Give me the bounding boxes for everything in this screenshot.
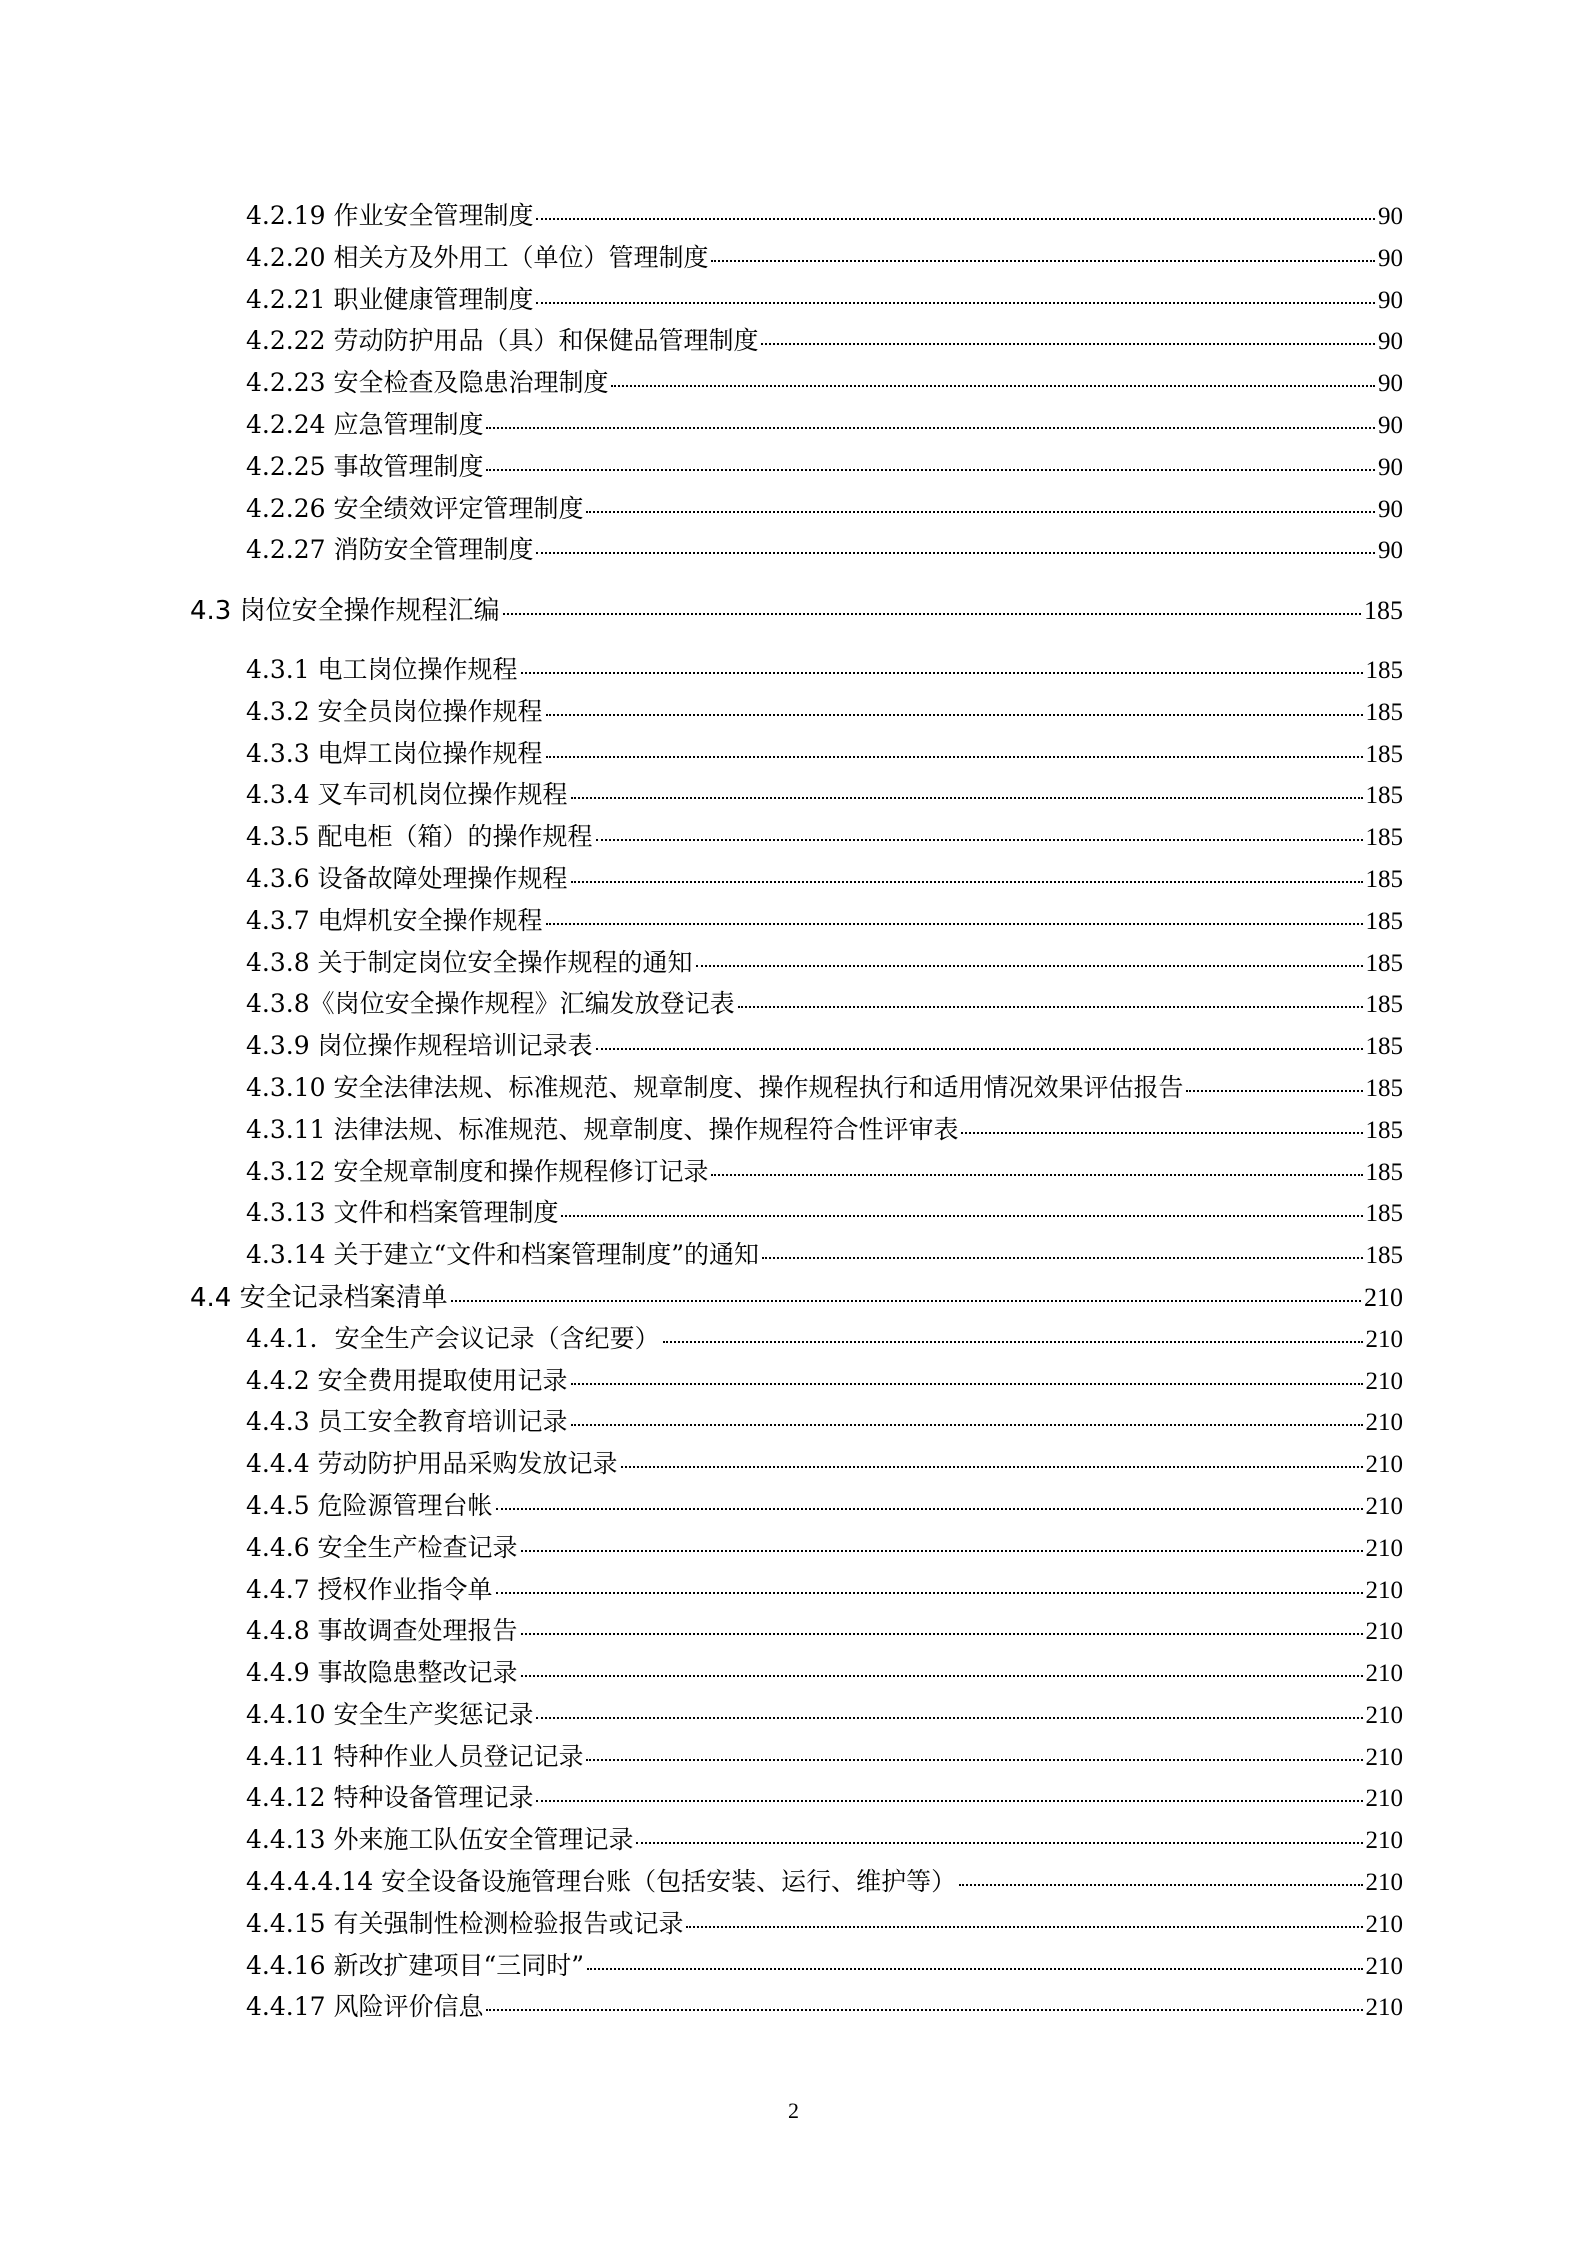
dot-leader [486,427,1375,429]
dot-leader [521,1550,1363,1552]
toc-entry-title: 4.2.27 消防安全管理制度 [246,535,534,565]
dot-leader [451,1300,1361,1302]
toc-entry[interactable] [0,530,1587,572]
toc-entry-title: 4.4.11 特种作业人员登记记录 [246,1741,584,1771]
toc-entry-title: 4.2.24 应急管理制度 [246,409,484,439]
toc-entry-title: 4.4.7 授权作业指令单 [246,1574,493,1604]
toc-entry-title: 4.3.14 关于建立“文件和档案管理制度”的通知 [246,1240,760,1270]
toc-entry-title: 4.3.3 电焊工岗位操作规程 [246,738,543,768]
toc-entry[interactable] [0,447,1587,489]
toc-entry-title: 4.4.17 风险评价信息 [246,1992,484,2022]
toc-section-4-4[interactable] [0,1277,1587,1319]
toc-entry-page: 210 [1365,1576,1403,1604]
toc-entry-page: 210 [1365,1994,1403,2022]
toc-entry-title: 4.3.12 安全规章制度和操作规程修订记录 [246,1156,709,1186]
toc-entry-page: 210 [1365,1785,1403,1813]
toc-section-page: 185 [1364,596,1403,626]
dot-leader [571,881,1363,883]
dot-leader [536,552,1375,554]
toc-entry-title: 4.4.2 安全费用提取使用记录 [246,1365,568,1395]
toc-entry-page: 210 [1365,1492,1403,1520]
toc-entry[interactable] [0,1235,1587,1277]
toc-entry[interactable] [0,238,1587,280]
dot-leader [596,839,1363,841]
toc-entry[interactable] [0,859,1587,901]
toc-entry-page: 185 [1365,1158,1403,1186]
dot-leader [486,469,1375,471]
toc-entry-title: 4.2.23 安全检查及隐患治理制度 [246,368,609,398]
dot-leader [503,613,1361,615]
dot-leader [536,302,1375,304]
toc-entry-page: 90 [1378,286,1403,314]
toc-entry-title: 4.3.1 电工岗位操作规程 [246,654,518,684]
toc-entry-page: 185 [1365,656,1403,684]
toc-entry-title: 4.4.1．安全生产会议记录（含纪要） [246,1323,660,1353]
dot-leader [521,1675,1363,1677]
toc-entry[interactable] [0,1152,1587,1194]
toc-entry[interactable] [0,1820,1587,1862]
dot-leader [486,2009,1362,2011]
toc-entry-title: 4.4.8 事故调查处理报告 [246,1616,518,1646]
toc-entry-page: 210 [1365,1743,1403,1771]
dot-leader [611,385,1375,387]
toc-entry-title: 4.2.22 劳动防护用品（具）和保健品管理制度 [246,326,759,356]
toc-entry-title: 4.3.5 配电柜（箱）的操作规程 [246,822,593,852]
toc-entry-page: 185 [1365,1033,1403,1061]
toc-entry-page: 210 [1365,1952,1403,1980]
page-number: 2 [788,2098,799,2123]
dot-leader [696,965,1363,967]
dot-leader [571,1383,1363,1385]
toc-entry[interactable] [0,1737,1587,1779]
toc-entry-page: 185 [1365,1074,1403,1102]
dot-leader [1186,1090,1362,1092]
toc-entry[interactable] [0,1987,1587,2029]
toc-entry[interactable] [0,1862,1587,1904]
toc-entry-page: 185 [1365,949,1403,977]
toc-entry-title: 4.2.26 安全绩效评定管理制度 [246,493,584,523]
toc-entry-title: 4.4.6 安全生产检查记录 [246,1532,518,1562]
toc-entry[interactable] [0,734,1587,776]
toc-entry[interactable] [0,1444,1587,1486]
toc-section-page: 210 [1364,1282,1403,1312]
toc-group-4-2 [0,196,1587,572]
toc-entry[interactable] [0,943,1587,985]
toc-entry-title: 4.4.15 有关强制性检测检验报告或记录 [246,1908,684,1938]
toc-entry-page: 210 [1365,1827,1403,1855]
dot-leader [586,1759,1362,1761]
toc-entry[interactable] [0,1695,1587,1737]
dot-leader [636,1842,1362,1844]
toc-entry-page: 210 [1365,1534,1403,1562]
toc-entry-title: 4.3.7 电焊机安全操作规程 [246,905,543,935]
dot-leader [546,714,1363,716]
toc-entry[interactable] [0,1486,1587,1528]
toc-entry[interactable] [0,1068,1587,1110]
table-of-contents [0,196,1587,2029]
toc-entry-title: 4.3.13 文件和档案管理制度 [246,1198,559,1228]
toc-entry[interactable] [0,901,1587,943]
toc-section-title: 4.4 安全记录档案清单 [190,1282,448,1313]
toc-entry-page: 90 [1378,495,1403,523]
toc-entry-title: 4.4.16 新改扩建项目“三同时” [246,1950,585,1980]
toc-entry-title: 4.2.19 作业安全管理制度 [246,201,534,230]
toc-entry[interactable] [0,1026,1587,1068]
toc-entry[interactable] [0,1611,1587,1653]
toc-entry-title: 4.2.21 职业健康管理制度 [246,284,534,314]
dot-leader [738,1006,1363,1008]
dot-leader [596,1048,1363,1050]
toc-entry-page: 185 [1365,782,1403,810]
dot-leader [536,1717,1362,1719]
toc-entry[interactable] [0,817,1587,859]
dot-leader [571,1424,1363,1426]
toc-entry-page: 90 [1378,203,1403,230]
toc-entry-page: 90 [1378,370,1403,398]
toc-entry[interactable] [0,1653,1587,1695]
toc-entry[interactable] [0,775,1587,817]
toc-entry-title: 4.4.4 劳动防护用品采购发放记录 [246,1449,618,1479]
toc-entry-title: 4.3.10 安全法律法规、标准规范、规章制度、操作规程执行和适用情况效果评估报告 [246,1072,1184,1102]
dot-leader [496,1592,1363,1594]
toc-entry-page: 90 [1378,453,1403,481]
toc-entry-page: 90 [1378,328,1403,356]
toc-section-4-3[interactable] [0,590,1587,632]
dot-leader [571,797,1363,799]
toc-entry-page: 185 [1365,698,1403,726]
toc-entry[interactable] [0,321,1587,363]
toc-entry-title: 4.2.25 事故管理制度 [246,451,484,481]
dot-leader [961,1132,1362,1134]
toc-group-4-3 [0,650,1587,1277]
toc-entry[interactable] [0,1402,1587,1444]
dot-leader [521,672,1363,674]
dot-leader [536,218,1375,220]
toc-entry-page: 210 [1365,1367,1403,1395]
dot-leader [711,260,1375,262]
toc-entry[interactable] [0,692,1587,734]
toc-entry-title: 4.3.9 岗位操作规程培训记录表 [246,1031,593,1061]
toc-entry-title: 4.4.3 员工安全教育培训记录 [246,1407,568,1437]
dot-leader [561,1215,1362,1217]
toc-entry[interactable] [0,405,1587,447]
toc-entry-title: 4.4.13 外来施工队伍安全管理记录 [246,1825,634,1855]
toc-entry-page: 90 [1378,537,1403,565]
dot-leader [686,1926,1362,1928]
toc-entry-title: 4.4.10 安全生产奖惩记录 [246,1699,534,1729]
dot-leader [586,511,1375,513]
toc-entry-page: 210 [1365,1451,1403,1479]
toc-entry[interactable] [0,489,1587,531]
toc-entry[interactable] [0,1110,1587,1152]
toc-entry-page: 90 [1378,411,1403,439]
toc-entry[interactable] [0,1904,1587,1946]
toc-entry-title: 4.4.12 特种设备管理记录 [246,1783,534,1813]
dot-leader [762,1257,1362,1259]
toc-entry-page: 185 [1365,991,1403,1019]
toc-entry[interactable] [0,280,1587,322]
toc-entry-title: 4.3.11 法律法规、标准规范、规章制度、操作规程符合性评审表 [246,1114,959,1144]
toc-entry[interactable] [0,1361,1587,1403]
toc-group-4-4 [0,1319,1587,2030]
dot-leader [761,343,1375,345]
toc-entry-page: 185 [1365,1242,1403,1270]
dot-leader [546,923,1363,925]
toc-entry[interactable] [0,196,1587,238]
dot-leader [521,1633,1363,1635]
toc-entry-page: 185 [1365,907,1403,935]
toc-entry-title: 4.4.9 事故隐患整改记录 [246,1658,518,1688]
toc-entry-page: 185 [1365,1116,1403,1144]
dot-leader [663,1341,1363,1343]
toc-entry-page: 210 [1365,1869,1403,1897]
toc-entry[interactable] [0,1528,1587,1570]
toc-entry[interactable] [0,1570,1587,1612]
toc-entry-title: 4.3.4 叉车司机岗位操作规程 [246,780,568,810]
toc-entry[interactable] [0,363,1587,405]
toc-entry-page: 210 [1365,1660,1403,1688]
toc-entry-page: 210 [1365,1409,1403,1437]
toc-entry-title: 4.2.20 相关方及外用工（单位）管理制度 [246,242,709,272]
toc-entry-title: 4.3.2 安全员岗位操作规程 [246,696,543,726]
dot-leader [621,1466,1363,1468]
toc-entry-page: 185 [1365,824,1403,852]
toc-entry-page: 185 [1365,740,1403,768]
toc-entry-page: 210 [1365,1325,1403,1353]
dot-leader [536,1800,1362,1802]
toc-section-title: 4.3 岗位安全操作规程汇编 [190,596,500,627]
toc-entry-title: 4.3.8 关于制定岗位安全操作规程的通知 [246,947,693,977]
toc-entry-title: 4.3.6 设备故障处理操作规程 [246,863,568,893]
toc-entry[interactable] [0,984,1587,1026]
toc-entry-page: 185 [1365,865,1403,893]
dot-leader [587,1968,1362,1970]
toc-entry-title: 4.4.5 危险源管理台帐 [246,1490,493,1520]
toc-entry-title: 4.4.4.4.14 安全设备设施管理台账（包括安装、运行、维护等） [246,1867,957,1897]
toc-entry[interactable] [0,1193,1587,1235]
toc-entry-page: 185 [1365,1200,1403,1228]
toc-entry-title: 4.3.8《岗位安全操作规程》汇编发放登记表 [246,989,735,1019]
dot-leader [959,1884,1362,1886]
toc-entry-page: 210 [1365,1701,1403,1729]
dot-leader [496,1508,1363,1510]
dot-leader [711,1174,1362,1176]
toc-entry[interactable] [0,1946,1587,1988]
toc-entry[interactable] [0,1319,1587,1361]
toc-entry[interactable] [0,650,1587,692]
dot-leader [546,756,1363,758]
toc-entry-page: 90 [1378,244,1403,272]
toc-entry-page: 210 [1365,1618,1403,1646]
toc-entry[interactable] [0,1778,1587,1820]
toc-entry-page: 210 [1365,1910,1403,1938]
